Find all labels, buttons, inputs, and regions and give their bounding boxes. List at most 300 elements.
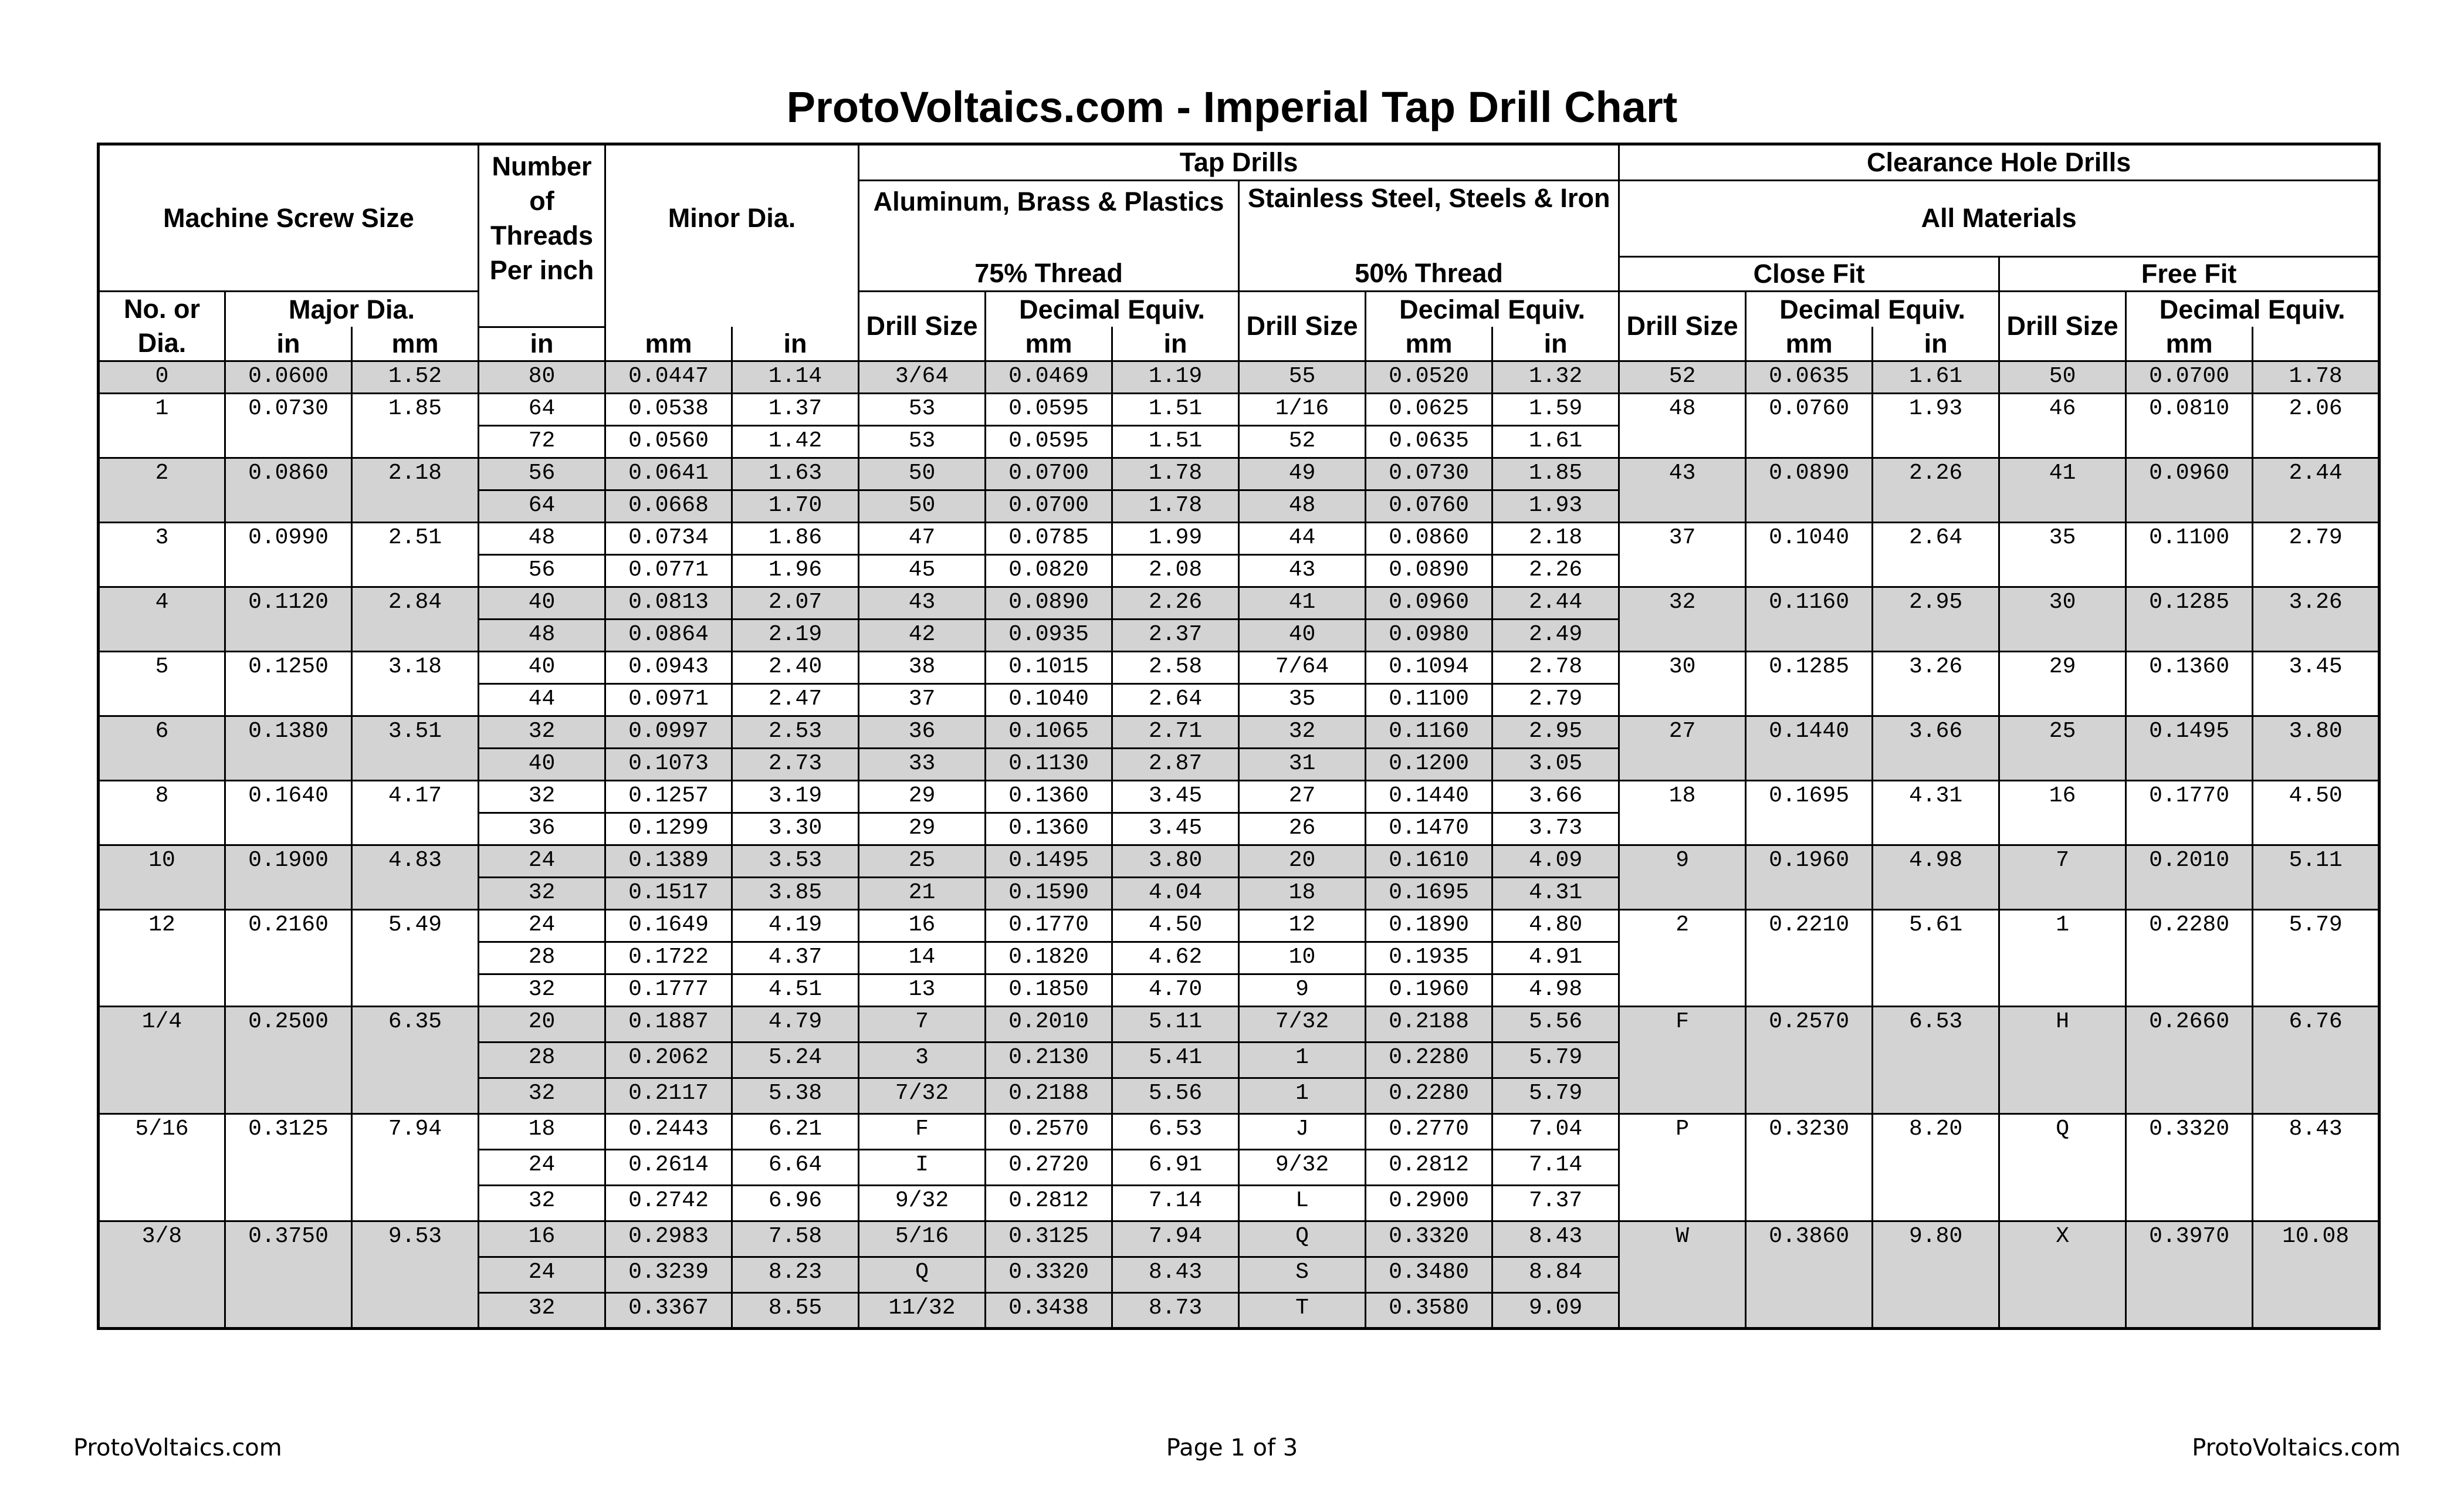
tap75-decimal-in-cell: 0.1360 bbox=[986, 813, 1112, 845]
minor-dia-in-cell: 0.0641 bbox=[605, 458, 732, 490]
header-all-materials: All Materials bbox=[1619, 181, 2380, 257]
tap50-drill-size-cell: 1 bbox=[1239, 1078, 1366, 1114]
free-fit-decimal-in-cell: 0.2280 bbox=[2126, 910, 2253, 1007]
tap50-decimal-mm-cell: 2.26 bbox=[1492, 555, 1619, 587]
threads-per-inch-cell: 32 bbox=[479, 716, 605, 749]
free-fit-decimal-mm-cell: 2.06 bbox=[2253, 394, 2380, 458]
tap75-decimal-in-cell: 0.0700 bbox=[986, 458, 1112, 490]
minor-dia-in-cell: 0.3239 bbox=[605, 1257, 732, 1293]
tap75-drill-size-cell: 53 bbox=[859, 394, 986, 426]
tap75-decimal-mm-cell: 7.14 bbox=[1112, 1186, 1239, 1221]
tap75-decimal-mm-cell: 2.37 bbox=[1112, 620, 1239, 652]
tap50-decimal-mm-cell: 9.09 bbox=[1492, 1293, 1619, 1329]
close-fit-decimal-mm-cell: 2.26 bbox=[1873, 458, 1999, 523]
tap50-drill-size-cell: 40 bbox=[1239, 620, 1366, 652]
tap50-decimal-in-cell: 0.0960 bbox=[1366, 587, 1492, 620]
tap75-decimal-mm-cell: 5.56 bbox=[1112, 1078, 1239, 1114]
header-tap-drills: Tap Drills bbox=[859, 144, 1619, 181]
threads-per-inch-cell: 72 bbox=[479, 426, 605, 458]
major-dia-mm-cell: 2.84 bbox=[352, 587, 479, 652]
free-fit-decimal-in-cell: 0.2660 bbox=[2126, 1007, 2253, 1114]
header-close-fit: Close Fit bbox=[1619, 256, 1999, 292]
threads-per-inch-cell: 32 bbox=[479, 1186, 605, 1221]
free-fit-decimal-mm-cell: 2.79 bbox=[2253, 523, 2380, 587]
tap75-decimal-mm-cell: 7.94 bbox=[1112, 1221, 1239, 1257]
free-fit-drill-size-cell: 41 bbox=[1999, 458, 2126, 523]
header-major-mm: mm bbox=[352, 327, 479, 361]
minor-dia-in-cell: 0.2443 bbox=[605, 1114, 732, 1150]
minor-dia-mm-cell: 7.58 bbox=[732, 1221, 859, 1257]
minor-dia-in-cell: 0.0734 bbox=[605, 523, 732, 555]
tap50-decimal-mm-cell: 1.93 bbox=[1492, 490, 1619, 523]
header-minor-mm: mm bbox=[605, 327, 732, 361]
free-fit-decimal-mm-cell: 5.79 bbox=[2253, 910, 2380, 1007]
major-dia-in-cell: 0.2500 bbox=[225, 1007, 352, 1114]
minor-dia-mm-cell: 3.85 bbox=[732, 878, 859, 910]
screw-size-cell: 2 bbox=[99, 458, 225, 523]
free-fit-drill-size-cell: 7 bbox=[1999, 845, 2126, 910]
tap75-decimal-in-cell: 0.1040 bbox=[986, 684, 1112, 716]
tap75-decimal-mm-cell: 5.11 bbox=[1112, 1007, 1239, 1043]
minor-dia-mm-cell: 1.14 bbox=[732, 361, 859, 394]
header-t50-in: in bbox=[1112, 327, 1239, 361]
tap75-decimal-mm-cell: 2.71 bbox=[1112, 716, 1239, 749]
tap50-decimal-in-cell: 0.1890 bbox=[1366, 910, 1492, 942]
tap75-drill-size-cell: 50 bbox=[859, 490, 986, 523]
minor-dia-mm-cell: 3.19 bbox=[732, 781, 859, 813]
tap75-drill-size-cell: 9/32 bbox=[859, 1186, 986, 1221]
header-drill-size-free: Drill Size bbox=[1999, 292, 2126, 361]
major-dia-mm-cell: 2.18 bbox=[352, 458, 479, 523]
free-fit-drill-size-cell: 50 bbox=[1999, 361, 2126, 394]
tap50-decimal-in-cell: 0.3580 bbox=[1366, 1293, 1492, 1329]
close-fit-decimal-in-cell: 0.1160 bbox=[1746, 587, 1873, 652]
tap75-decimal-mm-cell: 3.80 bbox=[1112, 845, 1239, 878]
screw-size-cell: 6 bbox=[99, 716, 225, 781]
minor-dia-mm-cell: 6.64 bbox=[732, 1150, 859, 1186]
tap50-decimal-in-cell: 0.0635 bbox=[1366, 426, 1492, 458]
tap75-decimal-in-cell: 0.0700 bbox=[986, 490, 1112, 523]
tap50-drill-size-cell: 7/32 bbox=[1239, 1007, 1366, 1043]
close-fit-decimal-in-cell: 0.2570 bbox=[1746, 1007, 1873, 1114]
header-close-mm: mm bbox=[1746, 327, 1873, 361]
tap75-decimal-mm-cell: 4.62 bbox=[1112, 942, 1239, 974]
major-dia-in-cell: 0.1120 bbox=[225, 587, 352, 652]
minor-dia-mm-cell: 2.07 bbox=[732, 587, 859, 620]
threads-per-inch-cell: 48 bbox=[479, 523, 605, 555]
footer-right-site: ProtoVoltaics.com bbox=[2192, 1434, 2401, 1461]
tap75-drill-size-cell: 43 bbox=[859, 587, 986, 620]
tap50-decimal-mm-cell: 4.31 bbox=[1492, 878, 1619, 910]
tap50-decimal-mm-cell: 7.04 bbox=[1492, 1114, 1619, 1150]
header-75-thread: 75% Thread bbox=[859, 256, 1239, 292]
threads-per-inch-cell: 56 bbox=[479, 555, 605, 587]
tap75-decimal-in-cell: 0.1820 bbox=[986, 942, 1112, 974]
threads-per-inch-cell: 28 bbox=[479, 1043, 605, 1078]
tap75-decimal-mm-cell: 4.04 bbox=[1112, 878, 1239, 910]
tap50-decimal-mm-cell: 5.79 bbox=[1492, 1043, 1619, 1078]
tap50-drill-size-cell: 32 bbox=[1239, 716, 1366, 749]
table-row bbox=[99, 1007, 2380, 1043]
tap75-decimal-in-cell: 0.0935 bbox=[986, 620, 1112, 652]
tap75-decimal-mm-cell: 1.19 bbox=[1112, 361, 1239, 394]
threads-per-inch-cell: 18 bbox=[479, 1114, 605, 1150]
threads-per-inch-cell: 24 bbox=[479, 845, 605, 878]
tap50-drill-size-cell: 43 bbox=[1239, 555, 1366, 587]
tap75-drill-size-cell: 37 bbox=[859, 684, 986, 716]
tap50-decimal-mm-cell: 8.84 bbox=[1492, 1257, 1619, 1293]
major-dia-mm-cell: 7.94 bbox=[352, 1114, 479, 1221]
close-fit-drill-size-cell: 2 bbox=[1619, 910, 1746, 1007]
tap50-decimal-mm-cell: 1.61 bbox=[1492, 426, 1619, 458]
tap75-decimal-in-cell: 0.2188 bbox=[986, 1078, 1112, 1114]
header-free-fit: Free Fit bbox=[1999, 256, 2380, 292]
table-row bbox=[99, 1114, 2380, 1150]
minor-dia-mm-cell: 4.79 bbox=[732, 1007, 859, 1043]
tap50-decimal-in-cell: 0.2188 bbox=[1366, 1007, 1492, 1043]
threads-per-inch-cell: 40 bbox=[479, 749, 605, 781]
tap75-decimal-in-cell: 0.1015 bbox=[986, 652, 1112, 684]
tap75-decimal-mm-cell: 4.70 bbox=[1112, 974, 1239, 1007]
tap50-decimal-mm-cell: 2.18 bbox=[1492, 523, 1619, 555]
screw-size-cell: 8 bbox=[99, 781, 225, 845]
minor-dia-in-cell: 0.1257 bbox=[605, 781, 732, 813]
minor-dia-mm-cell: 3.53 bbox=[732, 845, 859, 878]
tap50-decimal-in-cell: 0.2280 bbox=[1366, 1043, 1492, 1078]
tap50-drill-size-cell: 52 bbox=[1239, 426, 1366, 458]
close-fit-decimal-in-cell: 0.1440 bbox=[1746, 716, 1873, 781]
tap50-drill-size-cell: 26 bbox=[1239, 813, 1366, 845]
tap50-drill-size-cell: 12 bbox=[1239, 910, 1366, 942]
major-dia-in-cell: 0.2160 bbox=[225, 910, 352, 1007]
tap75-drill-size-cell: 42 bbox=[859, 620, 986, 652]
tap75-drill-size-cell: 45 bbox=[859, 555, 986, 587]
major-dia-in-cell: 0.1380 bbox=[225, 716, 352, 781]
tap50-decimal-mm-cell: 3.73 bbox=[1492, 813, 1619, 845]
close-fit-drill-size-cell: 27 bbox=[1619, 716, 1746, 781]
tap75-drill-size-cell: 50 bbox=[859, 458, 986, 490]
tap50-decimal-in-cell: 0.2770 bbox=[1366, 1114, 1492, 1150]
screw-size-cell: 0 bbox=[99, 361, 225, 394]
free-fit-drill-size-cell: 30 bbox=[1999, 587, 2126, 652]
tap75-decimal-in-cell: 0.1850 bbox=[986, 974, 1112, 1007]
minor-dia-mm-cell: 2.40 bbox=[732, 652, 859, 684]
table-row bbox=[99, 587, 2380, 620]
tap50-drill-size-cell: 20 bbox=[1239, 845, 1366, 878]
header-no-or-dia: No. or Dia. bbox=[99, 292, 225, 361]
table-row bbox=[99, 716, 2380, 749]
tap50-drill-size-cell: 1/16 bbox=[1239, 394, 1366, 426]
close-fit-decimal-in-cell: 0.0635 bbox=[1746, 361, 1873, 394]
close-fit-decimal-mm-cell: 1.61 bbox=[1873, 361, 1999, 394]
threads-per-inch-cell: 28 bbox=[479, 942, 605, 974]
minor-dia-mm-cell: 3.30 bbox=[732, 813, 859, 845]
header-aluminum: Aluminum, Brass & Plastics bbox=[859, 181, 1239, 257]
header-machine-screw-size: Machine Screw Size bbox=[99, 144, 479, 292]
header-t75-in: in bbox=[732, 327, 859, 361]
major-dia-in-cell: 0.0860 bbox=[225, 458, 352, 523]
screw-size-cell: 4 bbox=[99, 587, 225, 652]
tap75-drill-size-cell: 36 bbox=[859, 716, 986, 749]
free-fit-decimal-in-cell: 0.2010 bbox=[2126, 845, 2253, 910]
major-dia-in-cell: 0.0730 bbox=[225, 394, 352, 458]
close-fit-decimal-mm-cell: 3.26 bbox=[1873, 652, 1999, 716]
tap50-drill-size-cell: 31 bbox=[1239, 749, 1366, 781]
minor-dia-mm-cell: 2.19 bbox=[732, 620, 859, 652]
header-drill-size-close: Drill Size bbox=[1619, 292, 1746, 361]
free-fit-drill-size-cell: 25 bbox=[1999, 716, 2126, 781]
tap50-drill-size-cell: Q bbox=[1239, 1221, 1366, 1257]
tap75-decimal-mm-cell: 1.51 bbox=[1112, 426, 1239, 458]
close-fit-drill-size-cell: 18 bbox=[1619, 781, 1746, 845]
tap50-drill-size-cell: 55 bbox=[1239, 361, 1366, 394]
tap50-decimal-in-cell: 0.0890 bbox=[1366, 555, 1492, 587]
tap75-decimal-in-cell: 0.3320 bbox=[986, 1257, 1112, 1293]
tap75-drill-size-cell: 11/32 bbox=[859, 1293, 986, 1329]
tap50-drill-size-cell: 27 bbox=[1239, 781, 1366, 813]
tap75-decimal-mm-cell: 2.26 bbox=[1112, 587, 1239, 620]
tap75-decimal-in-cell: 0.0890 bbox=[986, 587, 1112, 620]
page-title: ProtoVoltaics.com - Imperial Tap Drill Chart bbox=[786, 83, 1678, 131]
screw-size-cell: 5 bbox=[99, 652, 225, 716]
tap75-decimal-mm-cell: 2.08 bbox=[1112, 555, 1239, 587]
major-dia-in-cell: 0.3125 bbox=[225, 1114, 352, 1221]
tap50-decimal-mm-cell: 1.32 bbox=[1492, 361, 1619, 394]
screw-size-cell: 3 bbox=[99, 523, 225, 587]
header-decimal-equiv-t50: Decimal Equiv. bbox=[1366, 292, 1619, 327]
major-dia-mm-cell: 9.53 bbox=[352, 1221, 479, 1329]
tap75-drill-size-cell: 13 bbox=[859, 974, 986, 1007]
tap75-drill-size-cell: Q bbox=[859, 1257, 986, 1293]
minor-dia-in-cell: 0.2983 bbox=[605, 1221, 732, 1257]
tap50-drill-size-cell: 41 bbox=[1239, 587, 1366, 620]
header-free-in: in bbox=[1873, 327, 1999, 361]
minor-dia-mm-cell: 2.53 bbox=[732, 716, 859, 749]
tap75-drill-size-cell: 53 bbox=[859, 426, 986, 458]
tap50-decimal-in-cell: 0.1470 bbox=[1366, 813, 1492, 845]
tap75-decimal-mm-cell: 2.87 bbox=[1112, 749, 1239, 781]
free-fit-decimal-in-cell: 0.0700 bbox=[2126, 361, 2253, 394]
tap50-decimal-in-cell: 0.3320 bbox=[1366, 1221, 1492, 1257]
major-dia-mm-cell: 4.17 bbox=[352, 781, 479, 845]
close-fit-decimal-in-cell: 0.3860 bbox=[1746, 1221, 1873, 1329]
footer-page-number: Page 1 of 3 bbox=[1166, 1434, 1298, 1461]
tap50-decimal-mm-cell: 4.09 bbox=[1492, 845, 1619, 878]
minor-dia-in-cell: 0.0997 bbox=[605, 716, 732, 749]
tap75-drill-size-cell: 25 bbox=[859, 845, 986, 878]
close-fit-drill-size-cell: F bbox=[1619, 1007, 1746, 1114]
tap75-decimal-mm-cell: 4.50 bbox=[1112, 910, 1239, 942]
close-fit-decimal-in-cell: 0.2210 bbox=[1746, 910, 1873, 1007]
major-dia-in-cell: 0.3750 bbox=[225, 1221, 352, 1329]
tap75-decimal-in-cell: 0.0820 bbox=[986, 555, 1112, 587]
tap50-decimal-mm-cell: 7.14 bbox=[1492, 1150, 1619, 1186]
tap50-drill-size-cell: 7/64 bbox=[1239, 652, 1366, 684]
tap75-decimal-mm-cell: 3.45 bbox=[1112, 781, 1239, 813]
screw-size-cell: 12 bbox=[99, 910, 225, 1007]
minor-dia-in-cell: 0.1299 bbox=[605, 813, 732, 845]
tap50-decimal-in-cell: 0.0520 bbox=[1366, 361, 1492, 394]
free-fit-decimal-mm-cell: 3.80 bbox=[2253, 716, 2380, 781]
tap50-decimal-mm-cell: 4.91 bbox=[1492, 942, 1619, 974]
header-decimal-equiv-t75: Decimal Equiv. bbox=[986, 292, 1239, 327]
tap50-decimal-mm-cell: 3.66 bbox=[1492, 781, 1619, 813]
minor-dia-in-cell: 0.2062 bbox=[605, 1043, 732, 1078]
major-dia-in-cell: 0.0600 bbox=[225, 361, 352, 394]
tap50-decimal-mm-cell: 8.43 bbox=[1492, 1221, 1619, 1257]
table-row bbox=[99, 394, 2380, 426]
tap75-decimal-in-cell: 0.2570 bbox=[986, 1114, 1112, 1150]
threads-per-inch-cell: 24 bbox=[479, 1257, 605, 1293]
tap75-drill-size-cell: 7/32 bbox=[859, 1078, 986, 1114]
minor-dia-mm-cell: 5.24 bbox=[732, 1043, 859, 1078]
major-dia-in-cell: 0.1250 bbox=[225, 652, 352, 716]
tap75-drill-size-cell: 7 bbox=[859, 1007, 986, 1043]
minor-dia-mm-cell: 1.86 bbox=[732, 523, 859, 555]
tap50-decimal-in-cell: 0.1200 bbox=[1366, 749, 1492, 781]
free-fit-decimal-in-cell: 0.1770 bbox=[2126, 781, 2253, 845]
tap75-drill-size-cell: 3/64 bbox=[859, 361, 986, 394]
tap50-decimal-in-cell: 0.1094 bbox=[1366, 652, 1492, 684]
minor-dia-mm-cell: 2.73 bbox=[732, 749, 859, 781]
free-fit-decimal-mm-cell: 4.50 bbox=[2253, 781, 2380, 845]
tap75-decimal-in-cell: 0.3125 bbox=[986, 1221, 1112, 1257]
threads-per-inch-cell: 32 bbox=[479, 781, 605, 813]
tap75-decimal-mm-cell: 2.58 bbox=[1112, 652, 1239, 684]
tap50-decimal-in-cell: 0.0860 bbox=[1366, 523, 1492, 555]
close-fit-decimal-in-cell: 0.0890 bbox=[1746, 458, 1873, 523]
threads-per-inch-cell: 40 bbox=[479, 652, 605, 684]
tap50-decimal-mm-cell: 5.79 bbox=[1492, 1078, 1619, 1114]
tap50-drill-size-cell: 9/32 bbox=[1239, 1150, 1366, 1186]
header-minor-in: in bbox=[479, 327, 605, 361]
tap75-decimal-in-cell: 0.2010 bbox=[986, 1007, 1112, 1043]
tap75-decimal-mm-cell: 1.78 bbox=[1112, 458, 1239, 490]
screw-size-cell: 10 bbox=[99, 845, 225, 910]
close-fit-drill-size-cell: 52 bbox=[1619, 361, 1746, 394]
tap50-decimal-in-cell: 0.1935 bbox=[1366, 942, 1492, 974]
tap75-decimal-mm-cell: 5.41 bbox=[1112, 1043, 1239, 1078]
tap75-decimal-in-cell: 0.0469 bbox=[986, 361, 1112, 394]
tap50-decimal-mm-cell: 2.95 bbox=[1492, 716, 1619, 749]
tap50-drill-size-cell: L bbox=[1239, 1186, 1366, 1221]
free-fit-decimal-in-cell: 0.1100 bbox=[2126, 523, 2253, 587]
minor-dia-in-cell: 0.0813 bbox=[605, 587, 732, 620]
table-row bbox=[99, 781, 2380, 813]
minor-dia-mm-cell: 8.55 bbox=[732, 1293, 859, 1329]
tap50-decimal-mm-cell: 2.49 bbox=[1492, 620, 1619, 652]
header-t50-mm: mm bbox=[1366, 327, 1492, 361]
major-dia-mm-cell: 3.18 bbox=[352, 652, 479, 716]
tap50-drill-size-cell: 1 bbox=[1239, 1043, 1366, 1078]
major-dia-mm-cell: 5.49 bbox=[352, 910, 479, 1007]
threads-per-inch-cell: 48 bbox=[479, 620, 605, 652]
tap50-decimal-in-cell: 0.1100 bbox=[1366, 684, 1492, 716]
header-minor-blank bbox=[605, 292, 859, 327]
minor-dia-in-cell: 0.0771 bbox=[605, 555, 732, 587]
tap75-drill-size-cell: 29 bbox=[859, 781, 986, 813]
table-row bbox=[99, 458, 2380, 490]
tap75-decimal-in-cell: 0.0595 bbox=[986, 394, 1112, 426]
tap75-decimal-in-cell: 0.0785 bbox=[986, 523, 1112, 555]
tap75-decimal-mm-cell: 3.45 bbox=[1112, 813, 1239, 845]
close-fit-drill-size-cell: 9 bbox=[1619, 845, 1746, 910]
header-free-mm: mm bbox=[2126, 327, 2253, 361]
tap75-decimal-in-cell: 0.2130 bbox=[986, 1043, 1112, 1078]
tap75-decimal-in-cell: 0.3438 bbox=[986, 1293, 1112, 1329]
close-fit-decimal-mm-cell: 2.95 bbox=[1873, 587, 1999, 652]
threads-per-inch-cell: 36 bbox=[479, 813, 605, 845]
major-dia-mm-cell: 3.51 bbox=[352, 716, 479, 781]
free-fit-decimal-in-cell: 0.0810 bbox=[2126, 394, 2253, 458]
tap75-drill-size-cell: 47 bbox=[859, 523, 986, 555]
free-fit-drill-size-cell: H bbox=[1999, 1007, 2126, 1114]
tap75-drill-size-cell: I bbox=[859, 1150, 986, 1186]
minor-dia-in-cell: 0.0971 bbox=[605, 684, 732, 716]
tap75-decimal-mm-cell: 6.53 bbox=[1112, 1114, 1239, 1150]
tap75-decimal-mm-cell: 8.73 bbox=[1112, 1293, 1239, 1329]
close-fit-decimal-in-cell: 0.1960 bbox=[1746, 845, 1873, 910]
header-t75-mm: mm bbox=[986, 327, 1112, 361]
threads-per-inch-cell: 20 bbox=[479, 1007, 605, 1043]
minor-dia-mm-cell: 6.21 bbox=[732, 1114, 859, 1150]
close-fit-decimal-in-cell: 0.1040 bbox=[1746, 523, 1873, 587]
tap75-decimal-mm-cell: 8.43 bbox=[1112, 1257, 1239, 1293]
tap50-decimal-in-cell: 0.2900 bbox=[1366, 1186, 1492, 1221]
free-fit-decimal-in-cell: 0.1360 bbox=[2126, 652, 2253, 716]
minor-dia-mm-cell: 4.51 bbox=[732, 974, 859, 1007]
free-fit-decimal-in-cell: 0.0960 bbox=[2126, 458, 2253, 523]
tap50-decimal-in-cell: 0.0760 bbox=[1366, 490, 1492, 523]
tap50-decimal-mm-cell: 2.79 bbox=[1492, 684, 1619, 716]
header-clearance-hole-drills: Clearance Hole Drills bbox=[1619, 144, 2380, 181]
tap75-decimal-mm-cell: 1.78 bbox=[1112, 490, 1239, 523]
tap50-decimal-in-cell: 0.2812 bbox=[1366, 1150, 1492, 1186]
table-row bbox=[99, 1221, 2380, 1257]
free-fit-drill-size-cell: 29 bbox=[1999, 652, 2126, 716]
minor-dia-in-cell: 0.0864 bbox=[605, 620, 732, 652]
close-fit-decimal-mm-cell: 9.80 bbox=[1873, 1221, 1999, 1329]
header-drill-size-t75: Drill Size bbox=[859, 292, 986, 361]
minor-dia-mm-cell: 1.37 bbox=[732, 394, 859, 426]
minor-dia-in-cell: 0.0668 bbox=[605, 490, 732, 523]
tap75-drill-size-cell: 38 bbox=[859, 652, 986, 684]
free-fit-decimal-mm-cell: 3.26 bbox=[2253, 587, 2380, 652]
minor-dia-mm-cell: 5.38 bbox=[732, 1078, 859, 1114]
minor-dia-in-cell: 0.0447 bbox=[605, 361, 732, 394]
minor-dia-mm-cell: 1.42 bbox=[732, 426, 859, 458]
table-row bbox=[99, 361, 2380, 394]
tap50-drill-size-cell: 48 bbox=[1239, 490, 1366, 523]
header-major-dia: Major Dia. bbox=[225, 292, 479, 327]
threads-per-inch-cell: 24 bbox=[479, 1150, 605, 1186]
screw-size-cell: 5/16 bbox=[99, 1114, 225, 1221]
tap50-drill-size-cell: 10 bbox=[1239, 942, 1366, 974]
major-dia-mm-cell: 1.52 bbox=[352, 361, 479, 394]
close-fit-drill-size-cell: 43 bbox=[1619, 458, 1746, 523]
close-fit-drill-size-cell: 32 bbox=[1619, 587, 1746, 652]
tap75-decimal-in-cell: 0.1360 bbox=[986, 781, 1112, 813]
major-dia-mm-cell: 6.35 bbox=[352, 1007, 479, 1114]
tap50-decimal-in-cell: 0.3480 bbox=[1366, 1257, 1492, 1293]
tap75-drill-size-cell: F bbox=[859, 1114, 986, 1150]
tap50-decimal-in-cell: 0.1695 bbox=[1366, 878, 1492, 910]
tap50-drill-size-cell: 44 bbox=[1239, 523, 1366, 555]
close-fit-decimal-mm-cell: 6.53 bbox=[1873, 1007, 1999, 1114]
minor-dia-in-cell: 0.3367 bbox=[605, 1293, 732, 1329]
tap75-drill-size-cell: 21 bbox=[859, 878, 986, 910]
tap50-decimal-in-cell: 0.0730 bbox=[1366, 458, 1492, 490]
